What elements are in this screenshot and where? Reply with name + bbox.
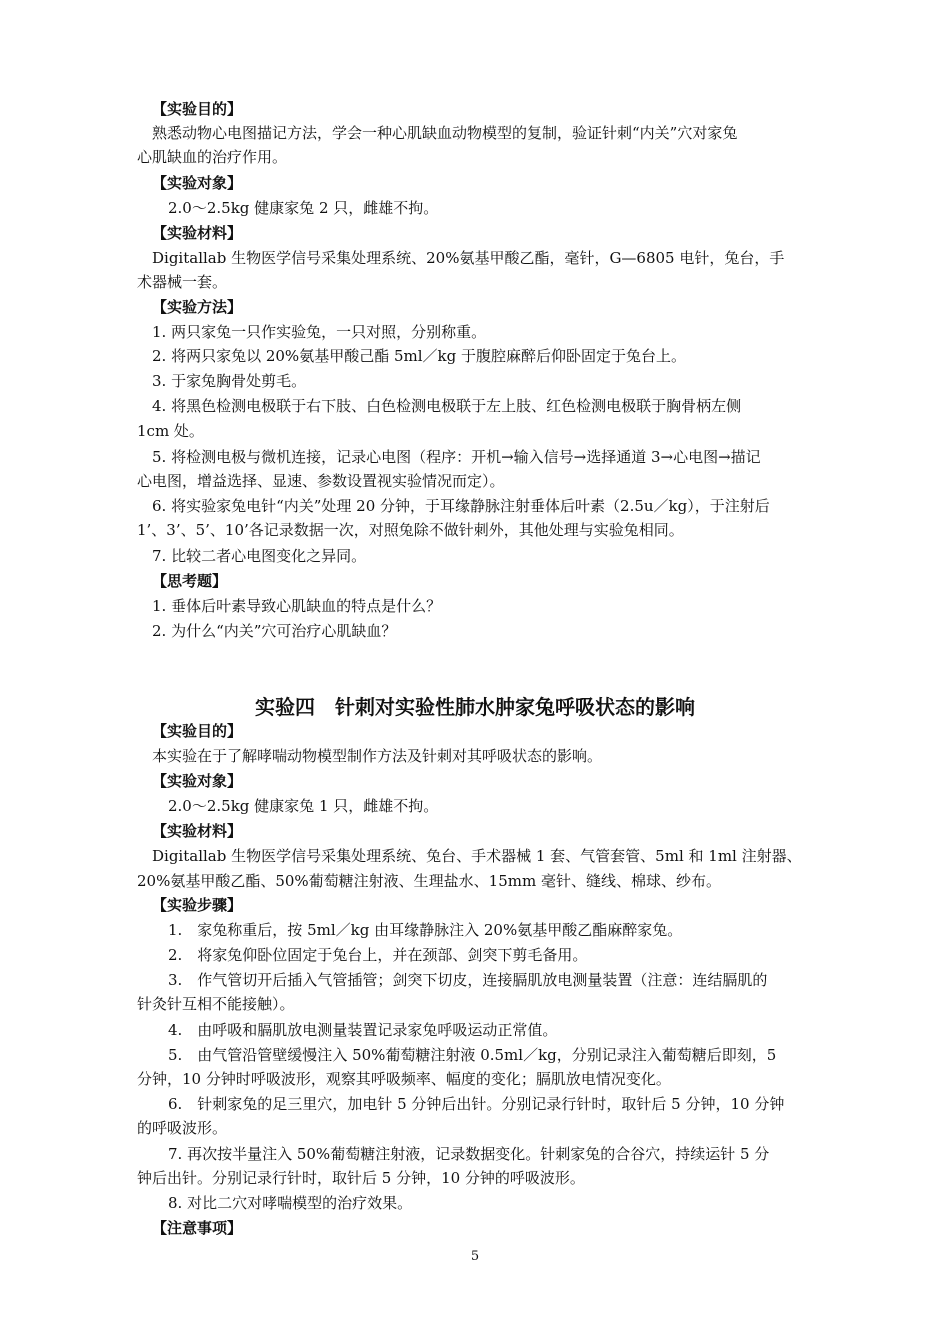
- step-line: 钟后出针。分别记录行针时，取针后 5 分钟，10 分钟的呼吸波形。: [137, 1169, 585, 1187]
- method-line: 1’、3’、5’、10’各记录数据一次，对照兔除不做针刺外，其他处理与实验兔相同。: [137, 521, 684, 539]
- question-line: 1. 垂体后叶素导致心肌缺血的特点是什么？: [152, 597, 442, 615]
- step-line: 4. 由呼吸和膈肌放电测量装置记录家兔呼吸运动正常值。: [168, 1021, 558, 1039]
- materials-text-line: 20%氨基甲酸乙酯、50%葡萄糖注射液、生理盐水、15mm 毫针、缝线、棉球、纱布。: [137, 872, 721, 890]
- purpose-heading: 【实验目的】: [152, 100, 243, 118]
- method-line: 2. 将两只家兔以 20%氨基甲酸己酯 5ml／kg 于腹腔麻醉后仰卧固定于兔台上。: [152, 347, 686, 365]
- step-line: 5. 由气管沿管壁缓慢注入 50%葡萄糖注射液 0.5ml／kg，分别记录注入葡萄糖后即刻，5: [168, 1046, 777, 1064]
- method-line: 5. 将检测电极与微机连接，记录心电图（程序：开机→输入信号→选择通道 3→心电图→描记: [152, 448, 761, 466]
- purpose-text-line: 心肌缺血的治疗作用。: [137, 148, 288, 166]
- materials-text-line: Digitallab 生物医学信号采集处理系统、20%氨基甲酸乙酯，毫针，G—6805 电针，兔台，手: [152, 249, 785, 267]
- notes-heading: 【注意事项】: [152, 1219, 243, 1237]
- questions-heading: 【思考题】: [152, 572, 228, 590]
- method-line: 3. 于家兔胸骨处剪毛。: [152, 372, 307, 390]
- materials-text-line: 术器械一套。: [137, 273, 228, 291]
- experiment-title: 实验四 针刺对实验性肺水肿家兔呼吸状态的影响: [255, 695, 695, 719]
- step-line: 7. 再次按半量注入 50%葡萄糖注射液，记录数据变化。针刺家兔的合谷穴，持续运针 5 分: [168, 1145, 770, 1163]
- purpose-text: 本实验在于了解哮喘动物模型制作方法及针刺对其呼吸状态的影响。: [152, 747, 603, 765]
- subject-heading: 【实验对象】: [152, 174, 243, 192]
- step-line: 分钟，10 分钟时呼吸波形，观察其呼吸频率、幅度的变化；膈肌放电情况变化。: [137, 1070, 671, 1088]
- question-line: 2. 为什么“内关”穴可治疗心肌缺血？: [152, 622, 397, 640]
- step-line: 8. 对比二穴对哮喘模型的治疗效果。: [168, 1194, 413, 1212]
- step-line: 3. 作气管切开后插入气管插管；剑突下切皮，连接膈肌放电测量装置（注意：连结膈肌的: [168, 971, 768, 989]
- steps-heading: 【实验步骤】: [152, 896, 243, 914]
- method-line: 7. 比较二者心电图变化之异同。: [152, 547, 367, 565]
- step-line: 2. 将家兔仰卧位固定于兔台上，并在颈部、剑突下剪毛备用。: [168, 946, 588, 964]
- materials-text-line: Digitallab 生物医学信号采集处理系统、兔台、手术器械 1 套、气管套管、5ml 和 1ml 注射器、: [152, 847, 802, 865]
- materials-heading: 【实验材料】: [152, 822, 243, 840]
- step-line: 6. 针刺家兔的足三里穴，加电针 5 分钟后出针。分别记录行针时，取针后 5 分钟，10 分钟: [168, 1095, 785, 1113]
- subject-heading: 【实验对象】: [152, 772, 243, 790]
- purpose-text-line: 熟悉动物心电图描记方法，学会一种心肌缺血动物模型的复制，验证针刺“内关”穴对家兔: [152, 124, 738, 142]
- step-line: 的呼吸波形。: [137, 1119, 228, 1137]
- method-line: 6. 将实验家兔电针“内关”处理 20 分钟，于耳缘静脉注射垂体后叶素（2.5u／kg），于注射后: [152, 497, 770, 515]
- page-number: 5: [470, 1249, 480, 1264]
- purpose-heading: 【实验目的】: [152, 722, 243, 740]
- method-line: 心电图，增益选择、显速、参数设置视实验情况而定）。: [137, 472, 505, 490]
- step-line: 1. 家兔称重后，按 5ml／kg 由耳缘静脉注入 20%氨基甲酸乙酯麻醉家兔。: [168, 921, 683, 939]
- method-line: 4. 将黑色检测电极联于右下肢、白色检测电极联于左上肢、红色检测电极联于胸骨柄左侧: [152, 397, 742, 415]
- materials-heading: 【实验材料】: [152, 224, 243, 242]
- method-heading: 【实验方法】: [152, 298, 243, 316]
- step-line: 针灸针互相不能接触）。: [137, 995, 295, 1013]
- subject-text: 2.0～2.5kg 健康家兔 1 只，雌雄不拘。: [168, 797, 439, 815]
- method-line: 1cm 处。: [137, 422, 204, 440]
- subject-text: 2.0～2.5kg 健康家兔 2 只，雌雄不拘。: [168, 199, 439, 217]
- method-line: 1. 两只家兔一只作实验兔，一只对照，分别称重。: [152, 323, 487, 341]
